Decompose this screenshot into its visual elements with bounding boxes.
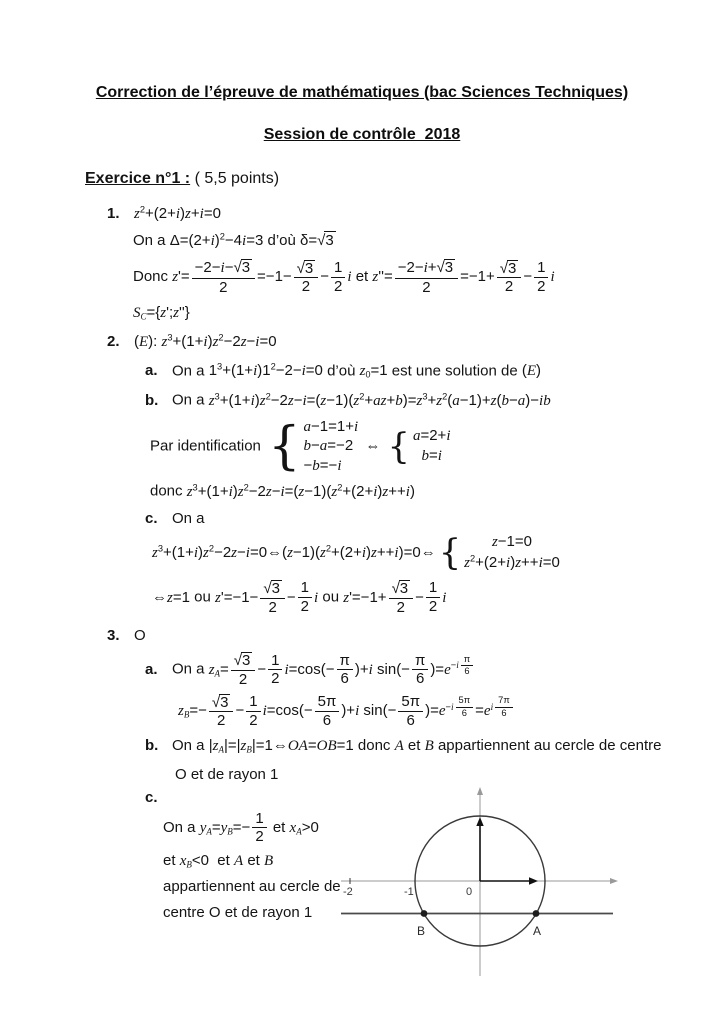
content-line xyxy=(178,694,724,730)
point-b-dot xyxy=(420,910,427,917)
content-line xyxy=(107,204,724,223)
math-expression: $x_B<0$ xyxy=(179,852,209,870)
document-title: Correction de l’épreuve de mathématiques (bac Sciences Techniques) xyxy=(95,84,629,101)
text-fragment: ou xyxy=(318,588,344,606)
point-b-label: B xyxy=(416,923,425,938)
x-axis-arrowhead-icon xyxy=(610,878,618,884)
text-fragment: et xyxy=(351,268,373,286)
math-expression: $z^2+(2+i)z+i=0$ xyxy=(134,204,221,222)
content-line xyxy=(145,652,724,688)
math-expression: z'=−1+ $\frac{√3}{2}$ − $\frac{1}{2}$ i xyxy=(343,579,447,616)
math-expression: $z^3+(1+i)z^2-2z-i=(z-1)(z^2+(2+i)z++i)$ xyxy=(186,482,415,500)
item-marker: c. xyxy=(145,788,158,806)
item-marker: b. xyxy=(145,391,159,409)
text-fragment: On a xyxy=(172,391,209,409)
item-marker: b. xyxy=(145,737,159,755)
text-fragment: On a xyxy=(172,737,209,755)
content-line xyxy=(145,362,724,382)
math-expression: $z_0=1$ xyxy=(359,362,388,381)
math-expression: $z^3+(1+i)z^2-2z-i=(z-1)(z^2+az+b)=z^3+z^2(a-1)+z(b-a)-ib$ xyxy=(208,391,551,409)
content-line xyxy=(107,627,724,646)
exercise-label: Exercice n°1 : xyxy=(85,170,191,187)
text-fragment: d’où xyxy=(263,232,301,250)
text-fragment: appartiennent au cercle de centre xyxy=(433,737,662,755)
text-fragment: On a xyxy=(163,818,200,836)
math-expression: B xyxy=(264,853,274,870)
vector-oj-arrowhead-icon xyxy=(476,817,483,826)
content-line xyxy=(163,852,341,871)
content-line xyxy=(133,231,724,251)
text-fragment: et xyxy=(163,852,180,870)
system-brace: { xyxy=(268,416,301,476)
equation-system: { z−1=0 $z^2+(2+i)z++i=0$ xyxy=(438,532,560,574)
equation-system: { a−1=1+i b−a=−2 −b=−i xyxy=(268,416,359,476)
math-expression: (E): $z^3+(1+i)z^2-2z-i=0$ xyxy=(134,332,277,351)
text-fragment: ⇔ xyxy=(361,437,385,455)
exercise-points: ( 5,5 points) xyxy=(190,170,280,187)
text-fragment: d’où xyxy=(322,362,360,380)
math-expression: $S_C=\{z';z''\}$ xyxy=(133,303,190,322)
content-line xyxy=(107,333,724,352)
math-expression: z''= $\frac{-2-i+√3}{2}$ =−1+ $\frac{√3}{2}$ − $\frac{1}{2}$ i xyxy=(372,259,555,296)
equation-system: { a=2+i b=i xyxy=(387,425,451,467)
text-fragment: ou xyxy=(189,588,215,606)
vector-oi-arrowhead-icon xyxy=(529,877,538,884)
item-marker: a. xyxy=(145,660,158,678)
math-expression: $\Delta=(2+i)^2-4i=3$ xyxy=(169,231,264,250)
text-fragment: Par identification xyxy=(150,437,266,455)
text-fragment: et xyxy=(243,852,265,870)
text-fragment: On a xyxy=(172,660,209,678)
content-line xyxy=(133,304,724,323)
text-fragment: Donc xyxy=(133,268,173,286)
figure-row xyxy=(0,778,724,988)
text-fragment: On a xyxy=(172,362,209,380)
item-marker: 3. xyxy=(107,627,120,645)
text-fragment: et xyxy=(268,818,290,836)
system-brace: { xyxy=(438,532,462,574)
origin-label: 0 xyxy=(465,885,472,898)
text-fragment: On a xyxy=(133,232,170,250)
x-axis-label-minus2: -2 xyxy=(342,885,353,898)
math-expression: A xyxy=(233,853,244,870)
math-expression: $x_A>0$ xyxy=(289,818,319,837)
exercise-heading xyxy=(85,170,724,188)
math-expression: (E) xyxy=(521,362,542,380)
y-axis-arrowhead-icon xyxy=(477,787,483,795)
math-expression: $z_B=-$ $\frac{√3}{2}$ − $\frac{1}{2}$ i=cos(− $\frac{5\pi}{6}$ )+i sin(− $\frac{5\pi}{6}$ )$=e^{-i \frac{5\pi}{6}}$ $=e^{i \frac{7\pi}{6}}$ xyxy=(178,702,515,719)
item-marker: 1. xyxy=(107,204,120,222)
content-line xyxy=(133,259,724,296)
math-expression: $z_A=$ $\frac{√3}{2}$ − $\frac{1}{2}$ i=cos(− $\frac{\pi}{6}$ )+i sin(− $\frac{\pi}{6}$ )$=e^{-i \frac{\pi}{6}}$ xyxy=(209,661,476,678)
math-expression: B xyxy=(424,738,434,755)
content-line xyxy=(163,904,341,923)
session-subtitle: Session de contrôle 2018 xyxy=(263,126,461,143)
content-line xyxy=(150,482,724,501)
item-marker: 2. xyxy=(107,333,120,351)
text-fragment: donc xyxy=(150,482,187,500)
text-fragment: O et de rayon 1 xyxy=(175,766,279,784)
text-fragment: et xyxy=(403,737,425,755)
content-line xyxy=(145,510,724,529)
item-marker: a. xyxy=(145,362,158,380)
x-axis-label-minus1: -1 xyxy=(403,885,414,898)
figure-notes xyxy=(163,778,341,923)
math-expression: $1^3+(1+i)1^2-2-i=0$ xyxy=(208,361,323,380)
content-line xyxy=(163,878,341,897)
math-expression: z'=−1− $\frac{√3}{2}$ − $\frac{1}{2}$ i xyxy=(214,579,319,616)
solution-content xyxy=(0,204,724,808)
text-fragment: appartiennent au cercle de xyxy=(163,877,341,895)
math-expression: $y_A=y_B=-$ $\frac{1}{2}$ xyxy=(200,819,269,836)
math-expression: $|z_A|=|z_B|=1\Leftrightarrow OA=OB=1$ xyxy=(208,737,354,755)
unit-circle-figure xyxy=(341,778,724,988)
math-expression: ⇔z=1 xyxy=(152,588,190,606)
text-fragment: O xyxy=(134,627,146,645)
text-fragment: On a xyxy=(172,509,205,527)
item-marker: c. xyxy=(145,509,158,527)
text-fragment: est une solution de xyxy=(387,362,522,380)
content-line xyxy=(150,416,724,476)
text-fragment: donc xyxy=(353,737,395,755)
text-fragment: et xyxy=(208,852,234,870)
point-a-dot xyxy=(532,910,539,917)
content-line xyxy=(145,391,724,410)
content-line xyxy=(163,811,341,846)
text-fragment: centre O et de rayon 1 xyxy=(163,903,313,921)
content-line xyxy=(152,534,724,572)
content-line xyxy=(145,737,724,756)
math-expression: A xyxy=(394,738,404,755)
point-a-label: A xyxy=(532,923,541,938)
system-brace: { xyxy=(387,425,410,467)
math-expression: δ=√3 xyxy=(300,232,334,250)
math-expression: z'= $\frac{-2-i-√3}{2}$ =−1− $\frac{√3}{2}$ − $\frac{1}{2}$ i xyxy=(172,259,352,296)
content-line xyxy=(152,580,724,616)
math-expression: $z^3+(1+i)z^2-2z-i=0\Leftrightarrow(z-1)(z^2+(2+i)z++i)=0\Leftrightarrow$ xyxy=(152,543,436,562)
